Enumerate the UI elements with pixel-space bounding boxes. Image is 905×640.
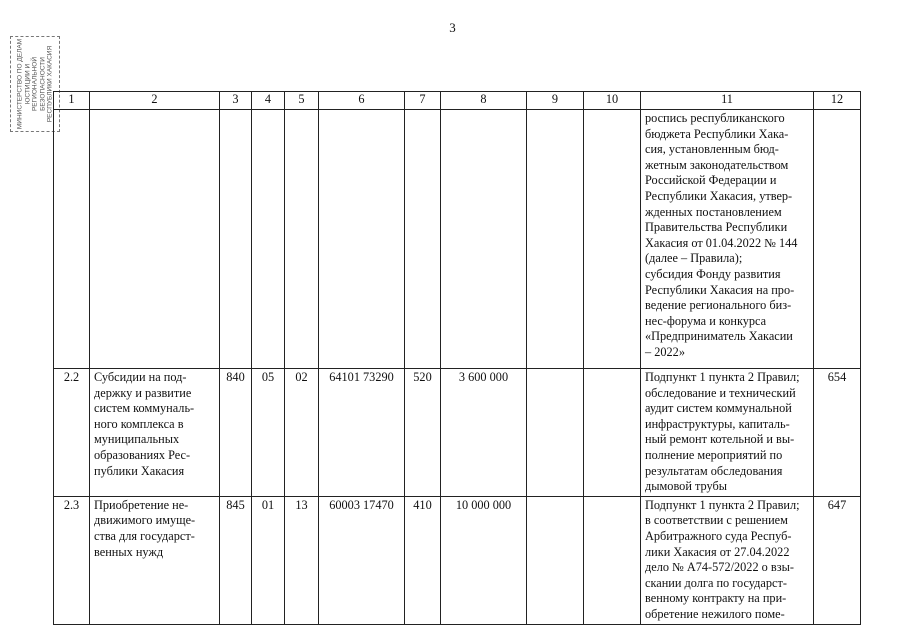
cell-col4: 05: [252, 369, 285, 497]
column-header: 8: [441, 92, 527, 110]
cell-col4: 01: [252, 496, 285, 624]
cell-col5: [285, 110, 319, 369]
table-row: [54, 496, 861, 624]
column-header: 9: [527, 92, 584, 110]
cell-col7: [405, 110, 441, 369]
table-row: [54, 369, 861, 497]
column-header: 12: [814, 92, 861, 110]
cell-col10: [584, 496, 641, 624]
row-name: Приобретение не- движимого имуще- ства для государст- венных нужд: [90, 496, 220, 624]
cell-col12: [814, 110, 861, 369]
table-header-row: [54, 92, 861, 110]
column-header: 2: [90, 92, 220, 110]
cell-col8: [441, 110, 527, 369]
cell-col8: 10 000 000: [441, 496, 527, 624]
row-description: роспись республиканского бюджета Республики Хака- сия, установленным бюд- жетным законодательством Российской Федерации и Республики Хакасия, утвер- жденных постановлением Правительства Республики Хакасия от 01.04.2022 № 144 (далее – Правила); субсидия Фонду развития Республики Хакасия на про- ведение регионального биз- нес-форума и конкурса «Предприниматель Хакасии – 2022»: [641, 110, 814, 369]
stamp-line: РЕСПУБЛИКИ ХАКАСИЯ: [46, 45, 54, 123]
cell-col3: 840: [220, 369, 252, 497]
cell-col3: 845: [220, 496, 252, 624]
cell-col9: [527, 110, 584, 369]
cell-col5: 02: [285, 369, 319, 497]
cell-col6: 64101 73290: [319, 369, 405, 497]
column-header: 6: [319, 92, 405, 110]
cell-col10: [584, 369, 641, 497]
row-number: 2.3: [54, 496, 90, 624]
column-header: 5: [285, 92, 319, 110]
cell-col6: 60003 17470: [319, 496, 405, 624]
row-name: [90, 110, 220, 369]
column-header: 10: [584, 92, 641, 110]
stamp-text: [16, 38, 54, 130]
cell-col5: 13: [285, 496, 319, 624]
column-header: 1: [54, 92, 90, 110]
cell-col3: [220, 110, 252, 369]
cell-col10: [584, 110, 641, 369]
row-number: 2.2: [54, 369, 90, 497]
row-description: Подпункт 1 пункта 2 Правил; в соответствии с решением Арбитражного суда Респуб- лики Хакасия от 27.04.2022 дело № А74-572/2022 о взы- скании долга по государст- венному контракту на при- обретение нежилого поме-: [641, 496, 814, 624]
stamp-line: БЕЗОПАСНОСТИ: [38, 57, 46, 111]
stamp-line: ЮСТИЦИИ И РЕГИОНАЛЬНОЙ: [23, 56, 39, 112]
cell-col12: 654: [814, 369, 861, 497]
stamp-line: МИНИСТЕРСТВО ПО ДЕЛАМ: [16, 38, 24, 130]
page-number: 3: [449, 20, 456, 35]
cell-col7: 520: [405, 369, 441, 497]
column-header: 7: [405, 92, 441, 110]
row-name: Субсидии на под- держку и развитие систем коммуналь- ного комплекса в муниципальных образованиях Рес- публики Хакасия: [90, 369, 220, 497]
cell-col4: [252, 110, 285, 369]
column-header: 3: [220, 92, 252, 110]
cell-col12: 647: [814, 496, 861, 624]
table-row: [54, 110, 861, 369]
cell-col7: 410: [405, 496, 441, 624]
cell-col6: [319, 110, 405, 369]
row-description: Подпункт 1 пункта 2 Правил; обследование и технический аудит систем коммунальной инфраструктуры, капиталь- ный ремонт котельной и вы- полнение мероприятий по результатам обследования дымовой трубы: [641, 369, 814, 497]
cell-col8: 3 600 000: [441, 369, 527, 497]
cell-col9: [527, 369, 584, 497]
budget-table: [53, 91, 861, 625]
row-number: [54, 110, 90, 369]
column-header: 11: [641, 92, 814, 110]
cell-col9: [527, 496, 584, 624]
column-header: 4: [252, 92, 285, 110]
